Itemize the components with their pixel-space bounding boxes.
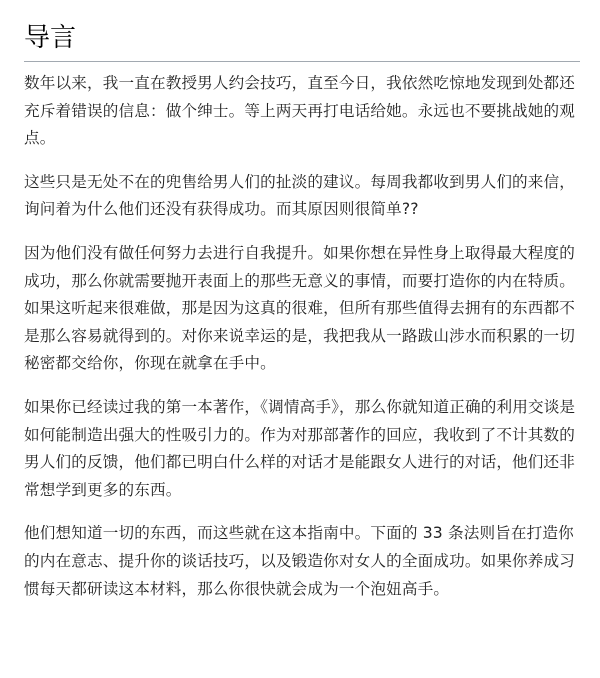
paragraph-1: 数年以来，我一直在教授男人约会技巧，直至今日，我依然吃惊地发现到处都还充斥着错误的信息：做个绅士。等上两天再打电话给她。永远也不要挑战她的观点。 bbox=[24, 74, 576, 148]
paragraph-3: 因为他们没有做任何努力去进行自我提升。如果你想在异性身上取得最大程度的成功，那么你就需要抛开表面上的那些无意义的事情，而要打造你的内在特质。如果这听起来很难做，那是因为这真的很难，但所有那些值得去拥有的东西都不是那么容易就得到的。对你来说幸运的是，我把我从一路跋山涉水而积累的一切秘密都交给你，你现在就拿在手中。 bbox=[24, 243, 576, 373]
paragraph-4: 如果你已经读过我的第一本著作，《调情高手》，那么你就知道正确的利用交谈是如何能制造出强大的性吸引力的。作为对那部著作的回应，我收到了不计其数的男人们的反馈，他们都已明白什么样的对话才是能跟女人进行的对话，他们还非常想学到更多的东西。 bbox=[24, 397, 576, 499]
paragraph-2: 这些只是无处不在的兜售给男人们的扯淡的建议。每周我都收到男人们的来信，询问着为什么他们还没有获得成功。而其原因则很简单?? bbox=[24, 172, 576, 219]
page-title: 导言 bbox=[24, 20, 580, 62]
paragraph-5: 他们想知道一切的东西，而这些就在这本指南中。下面的 33 条法则旨在打造你的内在意志、提升你的谈话技巧，以及锻造你对女人的全面成功。如果你养成习惯每天都研读这本材料，那么你很快就会成为一个泡妞高手。 bbox=[24, 524, 576, 598]
